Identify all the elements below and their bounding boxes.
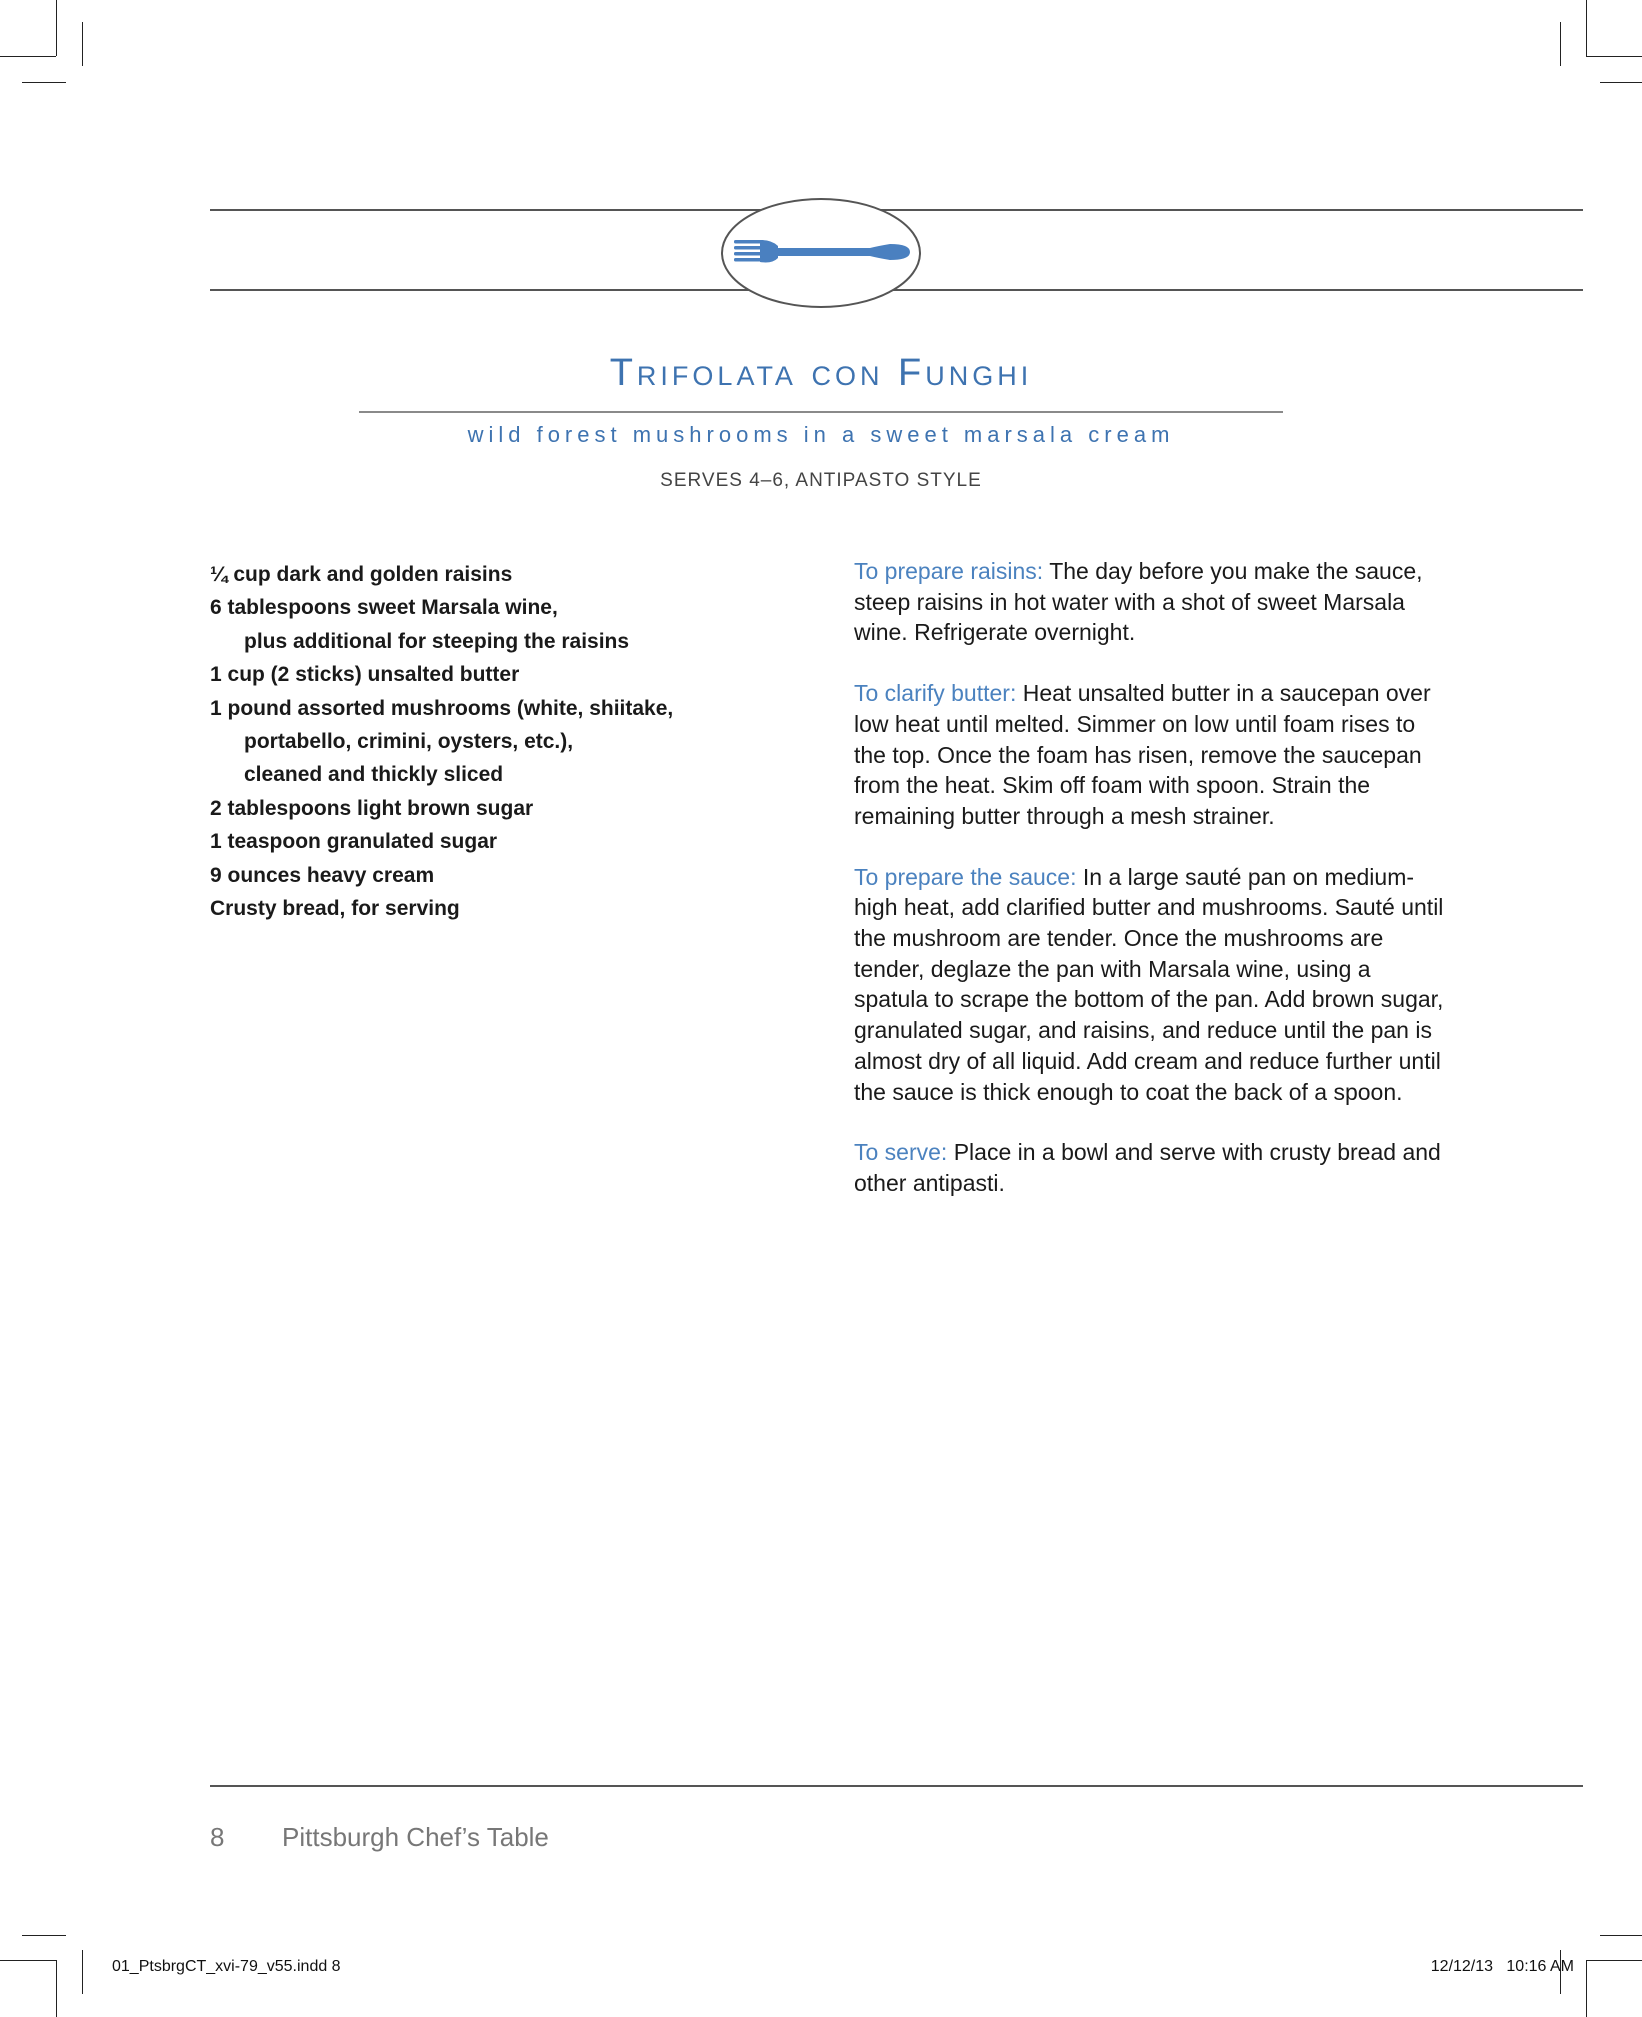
crop-mark [56,0,57,56]
crop-mark [1600,82,1642,83]
slug-timestamp [1431,1958,1574,1976]
crop-mark [1586,0,1587,56]
ingredient-line: 6 tablespoons sweet Marsala wine, [210,596,558,620]
slug-filename: 01_PtsbrgCT_xvi-79_v55.indd 8 [112,1958,341,1975]
crop-mark [0,56,56,57]
step-text: Place in a bowl and serve with crusty bread and other antipasti. [854,1139,1441,1196]
crop-mark [22,1935,66,1936]
ingredients-list [210,558,770,925]
step-text: Heat unsalted butter in a saucepan over low heat until melted. Simmer on low until foam rises to the top. Once the foam has risen, remove the saucepan from the heat. Skim off foam with spoon. Strain the remaining butter through a mesh strainer. [854,680,1431,829]
page-number: 8 [210,1822,225,1852]
crop-mark [1560,22,1561,66]
ingredient-line: plus additional for steeping the raisins [244,629,630,653]
method-steps [854,556,1444,1229]
crop-mark [1586,1960,1642,1961]
slug-time: 10:16 AM [1506,1958,1574,1975]
ingredient-line: ¼ cup dark and golden raisins [210,563,513,586]
step-lead: To prepare the sauce: [854,863,1077,890]
recipe-subtitle: wild forest mushrooms in a sweet marsala cream [467,422,1175,447]
crop-mark [1586,56,1642,57]
crop-mark [1600,1935,1642,1936]
step-lead: To prepare raisins: [854,558,1044,584]
ingredient-line: cleaned and thickly sliced [244,763,504,787]
ingredient-line: 1 teaspoon granulated sugar [210,830,498,854]
step-lead: To serve: [854,1139,948,1166]
crop-mark [56,1960,57,2017]
crop-mark [22,82,66,83]
book-title: Pittsburgh Chef’s Table [282,1822,549,1852]
title-divider [359,411,1283,413]
ingredient-line: 1 pound assorted mushrooms (white, shiitake, [210,696,674,720]
fork-icon [720,196,922,310]
crop-mark [0,1960,56,1961]
method-step [854,1137,1444,1198]
crop-mark [82,1950,83,1994]
footer-rule [210,1785,1583,1787]
ingredient-line: 2 tablespoons light brown sugar [210,796,534,820]
ingredient-line: Crusty bread, for serving [210,897,460,921]
serves-note: SERVES 4–6, ANTIPASTO STYLE [660,470,982,491]
crop-mark [1586,1960,1587,2017]
step-text: In a large sauté pan on medium-high heat, add clarified butter and mushrooms. Sauté until the mushroom are tender. Once the mushrooms are tender, deglaze the pan with Marsala wine, using a spatula to scrape the bottom of the pan. Add brown sugar, granulated sugar, and raisins, and reduce until the pan is almost dry of all liquid. Add cream and reduce further until the sauce is thick enough to coat the back of a spoon. [854,863,1444,1105]
method-step [854,556,1444,648]
method-step [854,862,1444,1108]
step-lead: To clarify butter: [854,680,1017,707]
method-step [854,678,1444,832]
crop-mark [82,22,83,66]
step-text: The day before you make the sauce, steep raisins in hot water with a shot of sweet Marsala wine. Refrigerate overnight. [854,558,1423,646]
ingredient-line: 9 ounces heavy cream [210,863,435,887]
ingredient-line: 1 cup (2 sticks) unsalted butter [210,663,520,687]
ingredient-line: portabello, crimini, oysters, etc.), [244,730,574,754]
recipe-title: Trifolata con Funghi [609,352,1033,394]
slug-date: 12/12/13 [1430,1958,1494,1975]
